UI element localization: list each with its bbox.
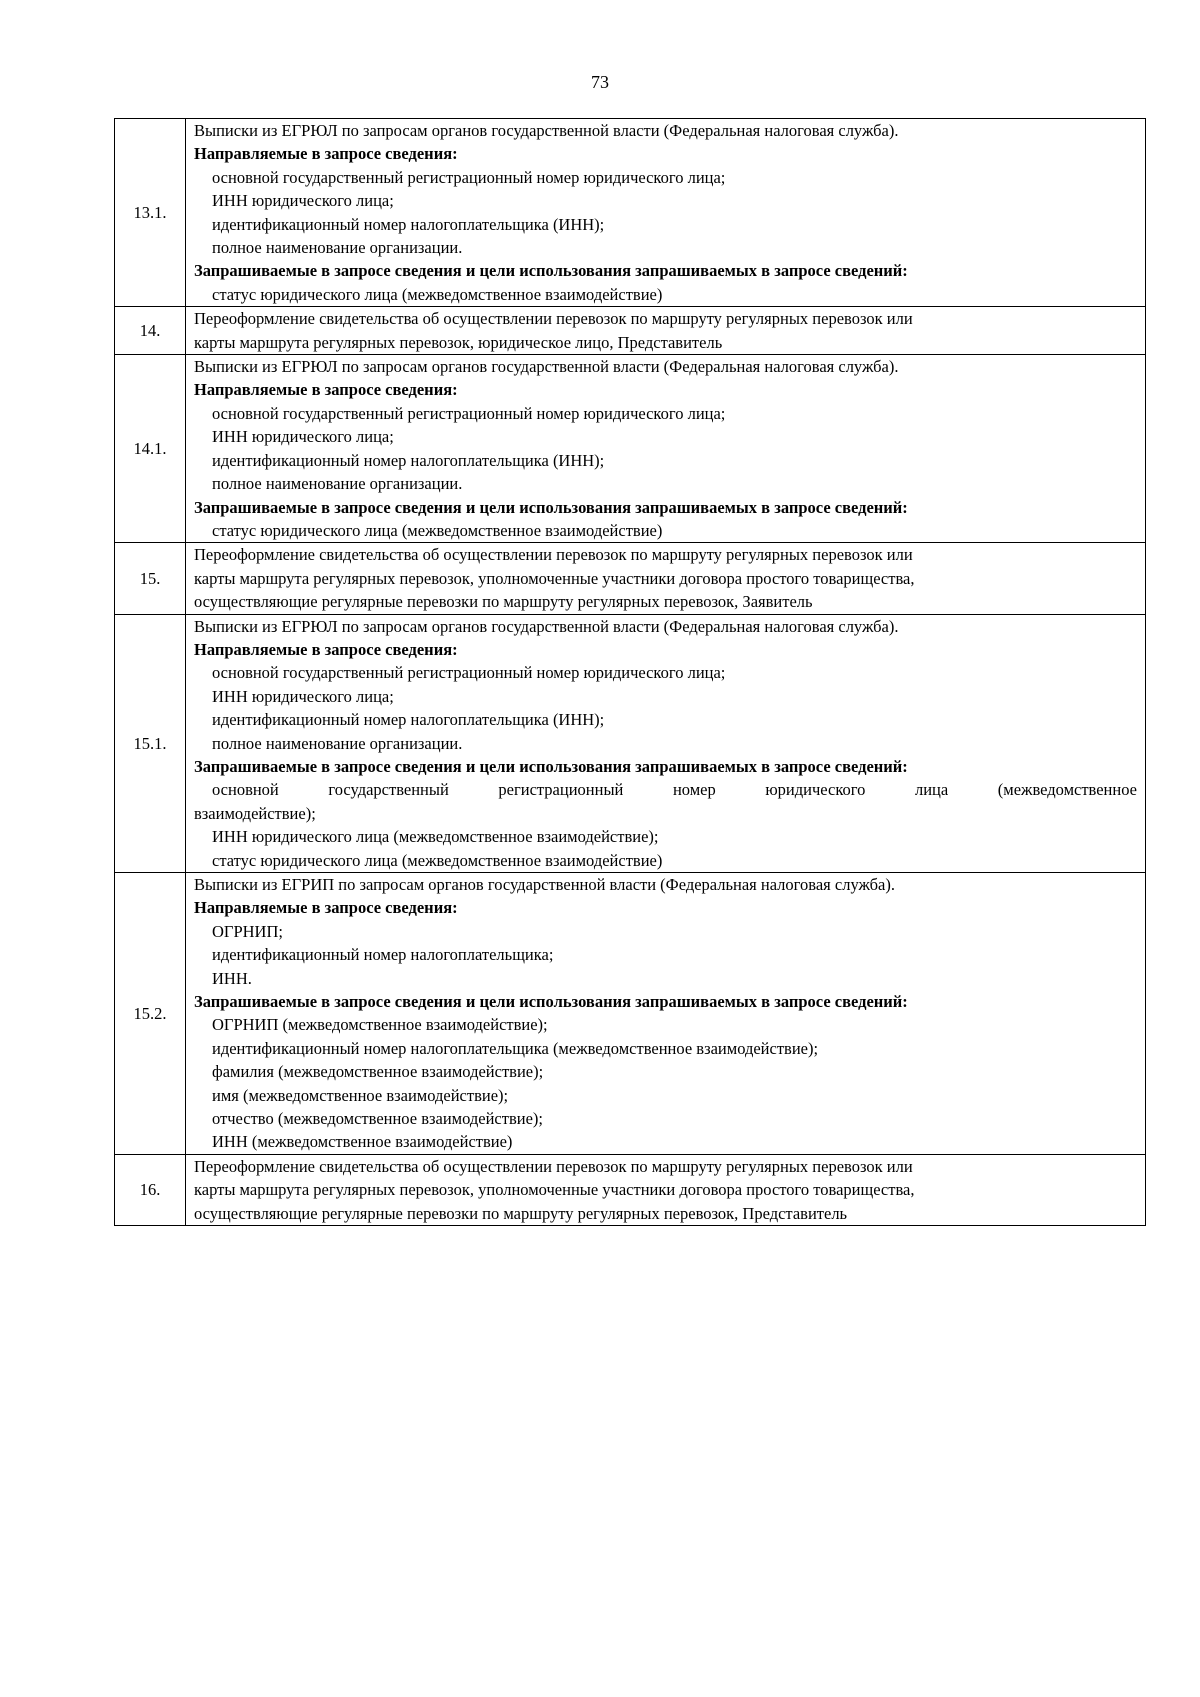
section-heading: Направляемые в запросе сведения: bbox=[194, 380, 458, 400]
list-item: ИНН юридического лица; bbox=[212, 686, 394, 706]
table-row bbox=[115, 543, 1146, 614]
table-row bbox=[115, 119, 1146, 307]
list-item: основной государственный регистрационный номер юридического лица; bbox=[212, 167, 726, 187]
text-line: Переоформление свидетельства об осуществлении перевозок по маршруту регулярных перевозок или bbox=[194, 1156, 913, 1176]
section-heading: Запрашиваемые в запросе сведения и цели использования запрашиваемых в запросе сведений: bbox=[194, 992, 908, 1012]
table-row bbox=[115, 1154, 1146, 1225]
text-line: Переоформление свидетельства об осуществлении перевозок по маршруту регулярных перевозок или bbox=[194, 545, 913, 565]
list-item: ИНН (межведомственное взаимодействие) bbox=[212, 1132, 513, 1152]
section-heading: Направляемые в запросе сведения: bbox=[194, 639, 458, 659]
text-line: Переоформление свидетельства об осуществлении перевозок по маршруту регулярных перевозок или bbox=[194, 309, 913, 329]
row-content bbox=[186, 614, 1146, 872]
row-content bbox=[186, 543, 1146, 614]
row-number: 16. bbox=[115, 1154, 186, 1225]
text-line: осуществляющие регулярные перевозки по маршруту регулярных перевозок, Заявитель bbox=[194, 592, 813, 612]
text-line: карты маршрута регулярных перевозок, юридическое лицо, Представитель bbox=[194, 332, 723, 352]
list-item: идентификационный номер налогоплательщика (межведомственное взаимодействие); bbox=[212, 1038, 819, 1058]
row-content bbox=[186, 1154, 1146, 1225]
page-number: 73 bbox=[591, 72, 609, 92]
list-item: отчество (межведомственное взаимодействие); bbox=[212, 1109, 543, 1129]
list-item: основной государственный регистрационный номер юридического лица (межведомственное bbox=[212, 780, 1137, 800]
table-row bbox=[115, 873, 1146, 1155]
text-line: Выписки из ЕГРИП по запросам органов государственной власти (Федеральная налоговая служба). bbox=[194, 875, 895, 894]
section-heading: Направляемые в запросе сведения: bbox=[194, 898, 458, 918]
row-number: 14. bbox=[115, 307, 186, 355]
list-item: идентификационный номер налогоплательщика; bbox=[212, 945, 554, 965]
list-item: полное наименование организации. bbox=[212, 238, 463, 258]
list-item: идентификационный номер налогоплательщика (ИНН); bbox=[212, 710, 605, 730]
services-table bbox=[114, 118, 1146, 1226]
list-item: полное наименование организации. bbox=[212, 733, 463, 753]
text-line: Выписки из ЕГРЮЛ по запросам органов государственной власти (Федеральная налоговая служба). bbox=[194, 616, 899, 636]
table-row bbox=[115, 355, 1146, 543]
text-line: Выписки из ЕГРЮЛ по запросам органов государственной власти (Федеральная налоговая служба). bbox=[194, 357, 899, 377]
text-line: карты маршрута регулярных перевозок, уполномоченные участники договора простого товарищества, bbox=[194, 1180, 915, 1200]
list-item: ИНН юридического лица (межведомственное взаимодействие); bbox=[212, 827, 659, 847]
list-item: фамилия (межведомственное взаимодействие); bbox=[212, 1062, 544, 1082]
row-number: 14.1. bbox=[115, 355, 186, 543]
row-number: 15.2. bbox=[115, 873, 186, 1155]
text-line: взаимодействие); bbox=[194, 803, 316, 823]
section-heading: Направляемые в запросе сведения: bbox=[194, 144, 458, 164]
row-content bbox=[186, 355, 1146, 543]
section-heading: Запрашиваемые в запросе сведения и цели использования запрашиваемых в запросе сведений: bbox=[194, 756, 908, 776]
row-content bbox=[186, 873, 1146, 1155]
list-item: идентификационный номер налогоплательщика (ИНН); bbox=[212, 214, 605, 234]
list-item: ИНН юридического лица; bbox=[212, 427, 394, 447]
row-number: 15.1. bbox=[115, 614, 186, 872]
table-row bbox=[115, 307, 1146, 355]
row-content bbox=[186, 307, 1146, 355]
list-item: основной государственный регистрационный номер юридического лица; bbox=[212, 403, 726, 423]
list-item: статус юридического лица (межведомственное взаимодействие) bbox=[212, 284, 663, 304]
row-number: 13.1. bbox=[115, 119, 186, 307]
section-heading: Запрашиваемые в запросе сведения и цели использования запрашиваемых в запросе сведений: bbox=[194, 497, 908, 517]
table-body bbox=[115, 119, 1146, 1226]
list-item: ОГРНИП; bbox=[212, 921, 283, 941]
table-row bbox=[115, 614, 1146, 872]
section-heading: Запрашиваемые в запросе сведения и цели использования запрашиваемых в запросе сведений: bbox=[194, 261, 908, 281]
row-number: 15. bbox=[115, 543, 186, 614]
row-content bbox=[186, 119, 1146, 307]
list-item: основной государственный регистрационный номер юридического лица; bbox=[212, 663, 726, 683]
text-line: осуществляющие регулярные перевозки по маршруту регулярных перевозок, Представитель bbox=[194, 1203, 848, 1223]
list-item: ОГРНИП (межведомственное взаимодействие); bbox=[212, 1015, 548, 1035]
text-line: карты маршрута регулярных перевозок, уполномоченные участники договора простого товарищества, bbox=[194, 568, 915, 588]
list-item: идентификационный номер налогоплательщика (ИНН); bbox=[212, 450, 605, 470]
list-item: ИНН юридического лица; bbox=[212, 191, 394, 211]
list-item: ИНН. bbox=[212, 968, 252, 988]
list-item: имя (межведомственное взаимодействие); bbox=[212, 1085, 509, 1105]
list-item: полное наименование организации. bbox=[212, 474, 463, 494]
text-line: Выписки из ЕГРЮЛ по запросам органов государственной власти (Федеральная налоговая служба). bbox=[194, 121, 899, 140]
list-item: статус юридического лица (межведомственное взаимодействие) bbox=[212, 520, 663, 540]
list-item: статус юридического лица (межведомственное взаимодействие) bbox=[212, 850, 663, 870]
